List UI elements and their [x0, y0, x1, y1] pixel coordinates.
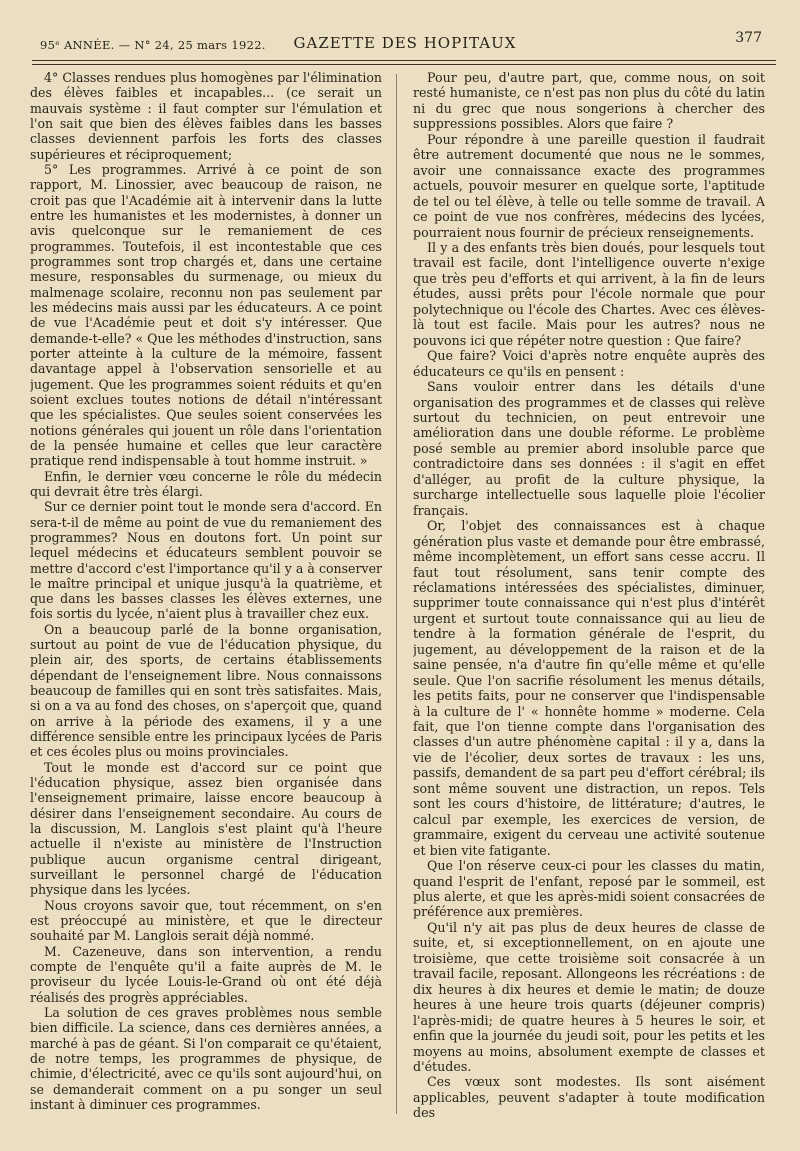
paragraph: 5° Les programmes. Arrivé à ce point de son rapport, M. Linossier, avec beaucoup de raison, ne croit pas que l'Académie ait à intervenir dans la lutte entre les humanistes et les modernistes, à donner un avis quelconque sur le remaniement de ces programmes. Toutefois, il est incontestable que ces programmes sont trop chargés et, dans une certaine mesure, responsables du surmenage, ou mieux du malmenage scolaire, reconnu non pas seulement par les médecins mais aussi par les éducateurs. A ce point de vue l'Académie peut et doit s'y intéresser. Que demande-t-elle? « Que les méthodes d'instruction, sans porter atteinte à la culture de la mémoire, fassent davantage appel à l'observation sensorielle et au jugement. Que les programmes soient réduits et qu'en soient exclues toutes notions de détail n'intéressant que les spécialistes. Que seules soient conservées les notions générales qui jouent un rôle dans l'orientation de la pensée humaine et celles que leur caractère pratique rend indispensable à tout homme instruit. » — [30, 161, 382, 469]
paragraph: Or, l'objet des connaissances est à chaque génération plus vaste et demande pour être embrassé, même incomplètement, un effort sans cesse accru. Il faut tout résolument, sans tenir compte des réclamations intéressées des spécialistes, diminuer, supprimer toute connaissance qui n'est plus d'intérêt urgent et surtout toute connaissance qui au lieu de tendre à la formation générale de l'esprit, du jugement, au développement de la raison et de la saine pensée, n'a d'autre fin qu'elle même et qu'elle seule. Que l'on sacrifie résolument les menus détails, les petits faits, pour ne conserver que l'indispensable à la culture de l' « honnête homme » moderne. Cela fait, que l'on tienne compte dans l'organisation des classes d'un autre phénomène capital : il y a, dans la vie de l'écolier, deux sortes de travaux : les uns, passifs, demandent de sa part peu d'effort cérébral; ils sont même souvent une distraction, un repos. Tels sont les cours d'histoire, de littérature; d'autres, le calcul par exemple, les exercices de version, de grammaire, exigent du cerveau une activité soutenue et bien vite fatigante. — [413, 518, 765, 858]
column-divider — [396, 74, 397, 1114]
paragraph: Que l'on réserve ceux-ci pour les classes du matin, quand l'esprit de l'enfant, reposé par le sommeil, est plus alerte, et que les après-midi soient consacrées de préférence aux premières. — [413, 858, 765, 920]
paragraph: Qu'il n'y ait pas plus de deux heures de classe de suite, et, si exceptionnellement, on en ajoute une troisième, que cette troisième soit consacrée à un travail facile, reposant. Allongeons les récréations : de dix heures à dix heures et demie le matin; de douze heures à une heure trois quarts (déjeuner compris) l'après-midi; de quatre heures à 5 heures le soir, et enfin que la journée du jeudi soit, pour les petits et les moyens au moins, absolument exempte de classes et d'études. — [413, 919, 765, 1074]
paragraph: Enfin, le dernier vœu concerne le rôle du médecin qui devrait être très élargi. — [30, 468, 382, 499]
paragraph: Ces vœux sont modestes. Ils sont aisément applicables, peuvent s'adapter à toute modification des — [413, 1074, 765, 1120]
paragraph: M. Cazeneuve, dans son intervention, a rendu compte de l'enquête qu'il a faite auprès de M. le proviseur du lycée Louis-le-Grand où ont été déjà réalisés des progrès appréciables. — [30, 943, 382, 1005]
paragraph: On a beaucoup parlé de la bonne organisation, surtout au point de vue de l'éducation physique, du plein air, des sports, de certains établissements dépendant de l'enseignement libre. Nous connaissons beaucoup de familles qui en sont très satisfaites. Mais, si on a va au fond des choses, on s'aperçoit que, quand on arrive à la période des examens, il y a une différence sensible entre les principaux lycées de Paris et ces écoles plus ou moins provinciales. — [30, 621, 382, 760]
paragraph: Que faire? Voici d'après notre enquête auprès des éducateurs ce qu'ils en pensent : — [413, 348, 765, 379]
paragraph: 4° Classes rendues plus homogènes par l'élimination des élèves faibles et incapables... (ce serait un mauvais système : il faut compter sur l'émulation et l'on sait que bien des élèves faibles dans les basses classes deviennent parfois les forts des classes supérieures et réciproquement; — [30, 70, 382, 162]
paragraph: Tout le monde est d'accord sur ce point que l'éducation physique, assez bien organisée dans l'enseignement primaire, laisse encore beaucoup à désirer dans l'enseignement secondaire. Au cours de la discussion, M. Langlois s'est plaint qu'à l'heure actuelle il n'existe au ministère de l'Instruction publique aucun organisme central dirigeant, surveillant le personnel chargé de l'éducation physique dans les lycées. — [30, 759, 382, 898]
page-header — [40, 30, 770, 56]
paragraph: Il y a des enfants très bien doués, pour lesquels tout travail est facile, dont l'intelligence ouverte n'exige que très peu d'efforts et qui arrivent, à la fin de leurs études, aussi prêts pour l'école normale que pour polytechnique ou l'école des Chartes. Avec ces élèves-là tout est facile. Mais pour les autres? nous ne pouvons ici que répéter notre question : Que faire? — [413, 239, 765, 348]
page-number: 377 — [735, 30, 762, 46]
left-column — [30, 70, 382, 1120]
paragraph: Sans vouloir entrer dans les détails d'une organisation des programmes et de classes qui relève surtout du technicien, on peut entrevoir une amélioration dans une double réforme. Le problème posé semble au premier abord insoluble parce que contradictoire dans ses données : il s'agit en effet d'alléger, au profit de la culture physique, la surcharge intellectuelle sous laquelle ploie l'écolier français. — [413, 379, 765, 518]
paragraph: Sur ce dernier point tout le monde sera d'accord. En sera-t-il de même au point de vue du remaniement des programmes? Nous en doutons fort. Un point sur lequel médecins et éducateurs semblent pouvoir se mettre d'accord c'est l'importance qu'il y a à conserver le maître principal et unique jusqu'à la quatrième, et que dans les basses classes les élèves externes, une fois sortis du lycée, n'aient plus à travailler chez eux. — [30, 499, 382, 622]
header-rule — [32, 60, 776, 65]
right-column — [413, 70, 765, 1120]
paragraph: Pour peu, d'autre part, que, comme nous, on soit resté humaniste, ce n'est pas non plus du côté du latin ni du grec que nous songerions à chercher des suppressions possibles. Alors que faire ? — [413, 70, 765, 132]
paragraph: Pour répondre à une pareille question il faudrait être autrement documenté que nous ne le sommes, avoir une connaissance exacte des programmes actuels, pouvoir mesurer en quelque sorte, l'aptitude de tel ou tel élève, à telle ou telle somme de travail. A ce point de vue nos confrères, médecins des lycées, pourraient nous fournir de précieux renseignements. — [413, 131, 765, 240]
publication-title: GAZETTE DES HOPITAUX — [293, 34, 517, 52]
issue-info: 95ᵉ ANNÉE. — N° 24, 25 mars 1922. — [40, 38, 266, 52]
paragraph: Nous croyons savoir que, tout récemment, on s'en est préoccupé au ministère, et que le directeur souhaité par M. Langlois serait déjà nommé. — [30, 897, 382, 944]
paragraph: La solution de ces graves problèmes nous semble bien difficile. La science, dans ces dernières années, a marché à pas de géant. Si l'on comparait ce qu'étaient, de notre temps, les programmes de physique, de chimie, d'électricité, avec ce qu'ils sont aujourd'hui, on se demanderait comment on a pu songer un seul instant à diminuer ces programmes. — [30, 1005, 382, 1112]
